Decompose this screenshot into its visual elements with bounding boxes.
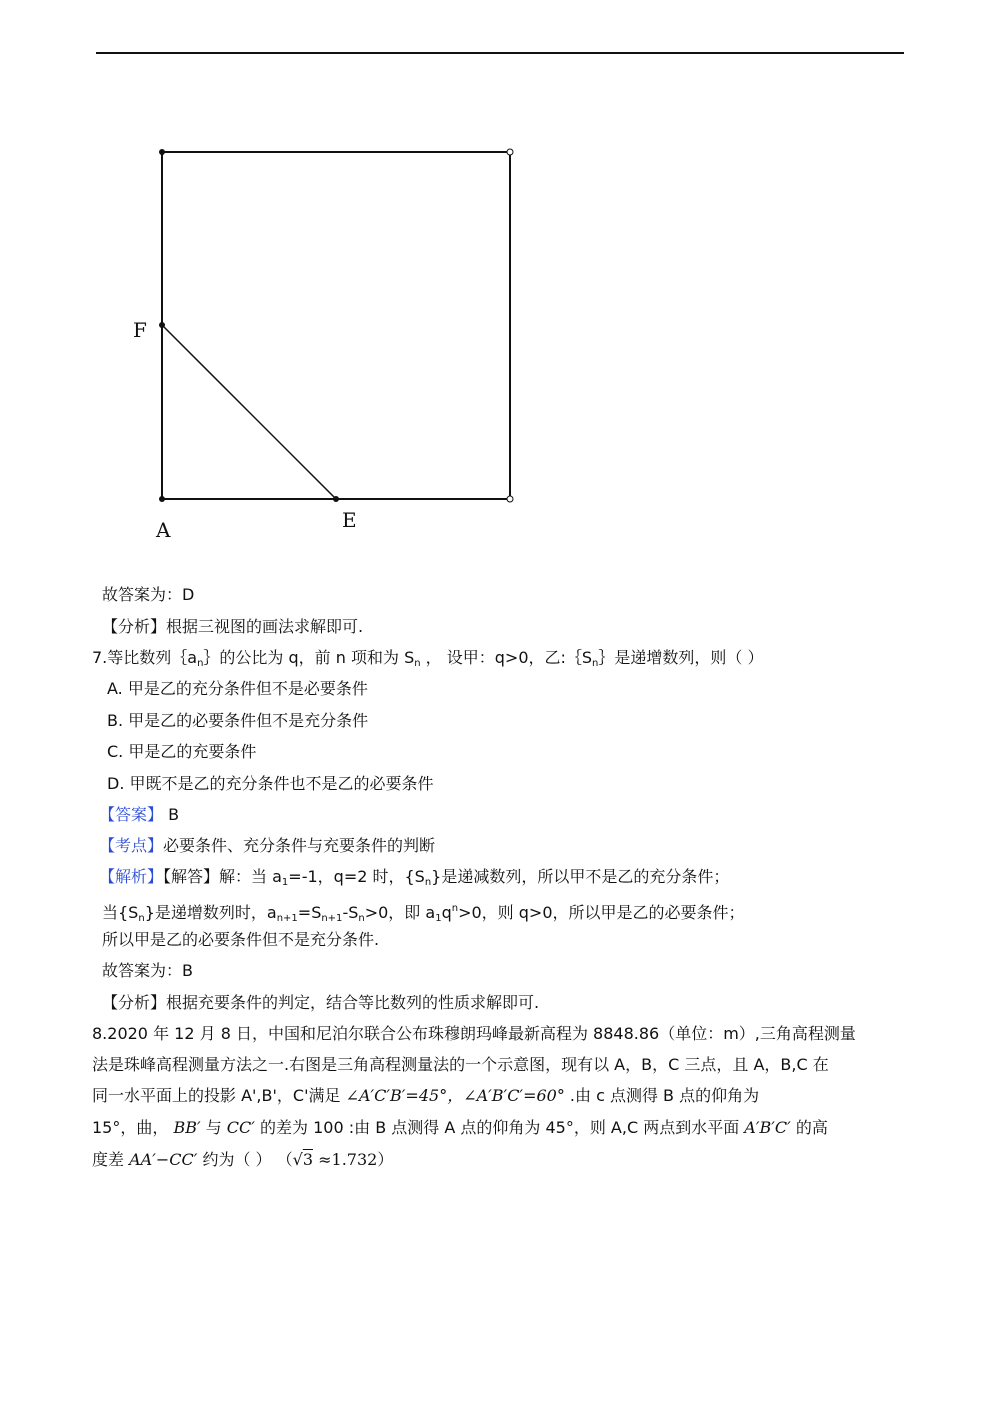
solution-sub: 1: [435, 913, 442, 924]
label-f: F: [133, 318, 147, 342]
solution-part: >0，则 q>0，所以甲是乙的必要条件；: [458, 903, 745, 922]
q7-kaodian-line: [99, 835, 435, 857]
q8-math-height-diff: AA′−CC′: [129, 1150, 198, 1169]
solution-sub: n: [358, 913, 365, 924]
q8-angle-expr: ∠A′B′C′=60°: [463, 1086, 565, 1105]
q7-option-d[interactable]: D. 甲既不是乙的充分条件也不是乙的必要条件: [107, 774, 434, 793]
sqrt-symbol: √: [292, 1150, 303, 1169]
kaodian-text: 必要条件、充分条件与充要条件的判断: [163, 836, 436, 855]
solution-part: =S: [297, 903, 322, 922]
q7-stem-sub: n: [197, 658, 204, 669]
q8-line2: 法是珠峰高程测量方法之一.右图是三角高程测量法的一个示意图，现有以 A，B，C 三点，且 A，B,C 在: [92, 1055, 829, 1074]
vertex-top-right: [507, 149, 513, 155]
geometry-figure: [125, 138, 525, 548]
sqrt-argument: 3: [302, 1150, 314, 1169]
solution-sub: n+1: [276, 913, 298, 924]
q7-stem-sub: n: [592, 658, 599, 669]
q6-analysis-text: 根据三视图的画法求解即可.: [166, 617, 364, 636]
answer-tag: 【答案】: [99, 805, 164, 824]
answer-value: B: [163, 805, 180, 824]
q8-approx-value: ≈1.732）: [313, 1150, 394, 1169]
q8-line5: [92, 1149, 393, 1171]
q8-line1: 8.2020 年 12 月 8 日，中国和尼泊尔联合公布珠穆朗玛峰最新高程为 8848.86（单位：m）,三角高程测量: [92, 1024, 856, 1043]
jiexi-part: }是递减数列，所以甲不是乙的充分条件；: [431, 867, 730, 886]
point-f: [159, 322, 165, 328]
label-e: E: [342, 508, 357, 532]
square-outline: [162, 152, 510, 499]
jiexi-tag: 【解析】: [99, 867, 164, 886]
q7-option-a[interactable]: A. 甲是乙的充分条件但不是必要条件: [107, 679, 368, 698]
q7-analysis-tag: 【分析】: [102, 993, 167, 1012]
q7-jiexi-line: [99, 866, 729, 894]
q7-stem-part: ， 设甲：q>0，乙:｛S: [420, 648, 593, 667]
q7-stem-sub: n: [414, 658, 421, 669]
kaodian-tag: 【考点】: [99, 836, 164, 855]
jiexi-sub: n: [424, 877, 432, 888]
q7-option-c[interactable]: C. 甲是乙的充要条件: [107, 742, 257, 761]
q7-stem-part: ｝是递增数列，则（ ）: [598, 648, 764, 667]
q7-stem: [92, 647, 763, 675]
vertex-a: [159, 496, 165, 502]
q8-math-cc: CC′: [226, 1118, 255, 1137]
q7-stem-part: 等比数列｛a: [107, 648, 198, 667]
q6-analysis-line: [102, 616, 363, 638]
q8-math-plane: A′B′C′: [744, 1118, 791, 1137]
q7-analysis-text: 根据充要条件的判定，结合等比数列的性质求解即可.: [166, 993, 540, 1012]
q7-solution-line2: [102, 898, 745, 930]
label-a: A: [156, 518, 171, 542]
q8-text-part: 的高: [790, 1118, 828, 1137]
solution-part: q: [441, 903, 452, 922]
q7-solution-line3: 所以甲是乙的必要条件但不是充分条件.: [102, 930, 380, 949]
solution-part: -S: [342, 903, 359, 922]
q7-option-b[interactable]: B. 甲是乙的必要条件但不是充分条件: [107, 711, 369, 730]
jiexi-part: =-1，q=2 时，{S: [288, 867, 425, 886]
q8-line3: [92, 1085, 759, 1107]
q8-line4: [92, 1117, 828, 1139]
q8-text-part: 约为（ ） （: [197, 1150, 293, 1169]
jiexi-sub: 1: [281, 877, 289, 888]
q7-stem-part: ｝的公比为 q，前 n 项和为 S: [203, 648, 415, 667]
q7-analysis-line: [102, 992, 539, 1014]
q7-number: 7.: [92, 648, 108, 667]
q6-answer-line: 故答案为：D: [102, 585, 195, 604]
q8-text-part: 与: [200, 1118, 227, 1137]
vertex-bottom-right: [507, 496, 513, 502]
q8-angle-expr: ∠A′C′B′=45°，: [345, 1086, 464, 1105]
solution-sup: n: [451, 903, 459, 914]
q6-analysis-tag: 【分析】: [102, 617, 167, 636]
solution-part: 当{S: [102, 903, 139, 922]
solution-part: }是递增数列时，a: [144, 903, 277, 922]
q8-math-bb: BB′: [173, 1118, 201, 1137]
q7-final-answer: 故答案为：B: [102, 961, 193, 980]
header-rule: [96, 52, 904, 54]
q7-answer-line: [99, 804, 179, 826]
q8-text-part: 度差: [92, 1150, 130, 1169]
q8-text-part: 15°，曲，: [92, 1118, 174, 1137]
vertex-top-left: [159, 149, 165, 155]
q8-text-part: .由 c 点测得 B 点的仰角为: [564, 1086, 760, 1105]
jiexi-part: 【解答】解：当 a: [163, 867, 282, 886]
q8-text-part: 的差为 100 :由 B 点测得 A 点的仰角为 45°，则 A,C 两点到水平面: [254, 1118, 745, 1137]
solution-part: >0，即 a: [364, 903, 436, 922]
solution-sub: n+1: [321, 913, 343, 924]
point-e: [333, 496, 339, 502]
segment-fe: [162, 325, 336, 499]
q8-text-part: 同一水平面上的投影 A',B'，C'满足: [92, 1086, 346, 1105]
solution-sub: n: [138, 913, 145, 924]
